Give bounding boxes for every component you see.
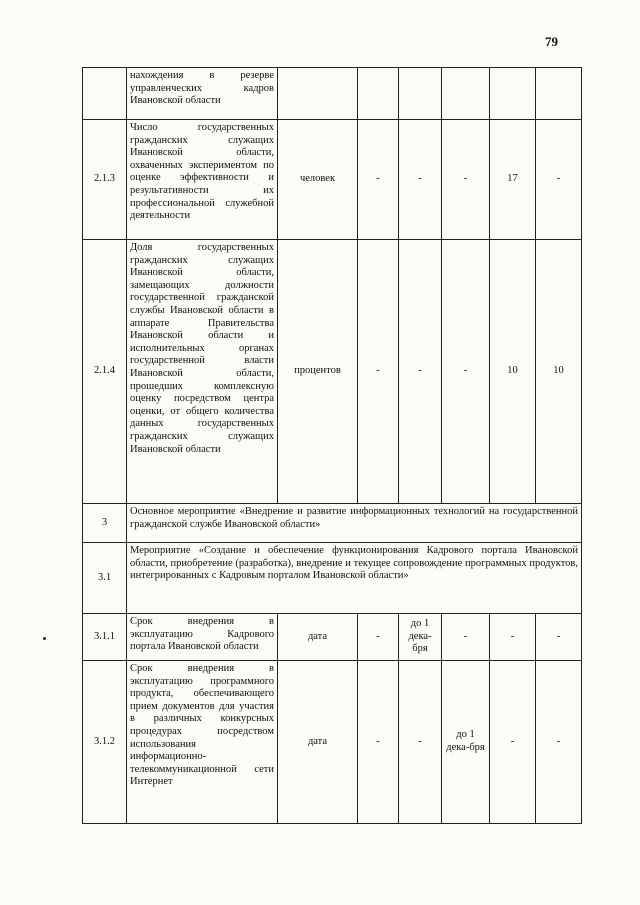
table-row-section — [83, 543, 582, 614]
indicator-description: Срок внедрения в эксплуатацию программного продукта, обеспечивающего прием документов для участия в различных конкурсных процедурах посредством использования информационно-телекоммуникационной сети Интернет — [127, 661, 278, 824]
value-cell: - — [536, 120, 582, 240]
value-cell: - — [358, 240, 399, 504]
table-row — [83, 68, 582, 120]
page-number: 79 — [545, 34, 558, 49]
value-cell: 10 — [536, 240, 582, 504]
value-cell — [399, 68, 442, 120]
table-row — [83, 240, 582, 504]
row-number: 3 — [83, 504, 127, 543]
value-cell: - — [399, 661, 442, 824]
value-cell: - — [358, 120, 399, 240]
value-cell: - — [399, 240, 442, 504]
value-cell: 17 — [490, 120, 536, 240]
value-cell: до 1 дека-бря — [399, 614, 442, 661]
unit-cell — [278, 68, 358, 120]
row-number: 2.1.4 — [83, 240, 127, 504]
value-cell — [442, 68, 490, 120]
table-row-section — [83, 504, 582, 543]
value-cell: 10 — [490, 240, 536, 504]
value-cell: - — [442, 614, 490, 661]
value-cell: - — [399, 120, 442, 240]
scan-speck — [43, 637, 46, 640]
indicator-description: нахождения в резерве управленческих кадров Ивановской области — [127, 68, 278, 120]
value-cell — [490, 68, 536, 120]
table-row — [83, 661, 582, 824]
value-cell: - — [490, 614, 536, 661]
row-number: 3.1.2 — [83, 661, 127, 824]
table-row — [83, 120, 582, 240]
value-cell: - — [536, 614, 582, 661]
value-cell: - — [536, 661, 582, 824]
value-cell: до 1 дека-бря — [442, 661, 490, 824]
row-number: 3.1.1 — [83, 614, 127, 661]
indicators-table — [82, 67, 582, 824]
unit-cell: дата — [278, 661, 358, 824]
indicator-description: Доля государственных гражданских служащих Ивановской области, замещающих должности государственной гражданской службы Ивановской области в аппарате Правительства Ивановской области и исполнительных органах государственной власти Ивановской области, прошедших комплексную оценку посредством центра оценки, от общего количества данных государственных гражданских служащих Ивановской области — [127, 240, 278, 504]
row-number: 2.1.3 — [83, 120, 127, 240]
indicator-description: Число государственных гражданских служащих Ивановской области, охваченных экспериментом по оценке эффективности и результативности их профессиональной служебной деятельности — [127, 120, 278, 240]
value-cell: - — [442, 120, 490, 240]
value-cell: - — [358, 614, 399, 661]
value-cell: - — [358, 661, 399, 824]
unit-cell: дата — [278, 614, 358, 661]
indicator-description: Срок внедрения в эксплуатацию Кадрового портала Ивановской области — [127, 614, 278, 661]
row-number: 3.1 — [83, 543, 127, 614]
unit-cell: человек — [278, 120, 358, 240]
table-row — [83, 614, 582, 661]
unit-cell: процентов — [278, 240, 358, 504]
value-cell: - — [442, 240, 490, 504]
value-cell — [358, 68, 399, 120]
row-number — [83, 68, 127, 120]
section-title: Мероприятие «Создание и обеспечение функционирования Кадрового портала Ивановской области, приобретение (разработка), внедрение и текущее сопровождение программных продуктов, интегрированных с Кадровым порталом Ивановской области» — [127, 543, 582, 614]
value-cell — [536, 68, 582, 120]
section-title: Основное мероприятие «Внедрение и развитие информационных технологий на государственной гражданской службе Ивановской области» — [127, 504, 582, 543]
value-cell: - — [490, 661, 536, 824]
